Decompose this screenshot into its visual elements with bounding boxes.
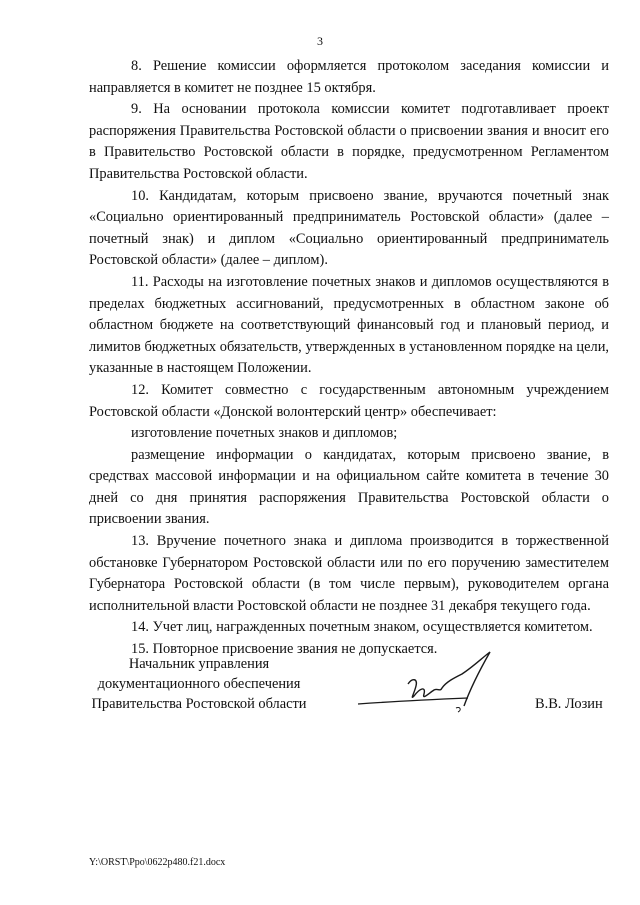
signatory-title-line-1: Начальник управления [128, 656, 270, 672]
page-number: 3 [317, 34, 323, 48]
file-path-footer: Y:\ORST\Ppo\0622p480.f21.docx [89, 857, 226, 868]
paragraph-12: 12. Комитет совместно с государственным автономным учреждением Ростовской области «Донской волонтерский центр» обеспечивает: [89, 381, 609, 420]
paragraph-9: 9. На основании протокола комиссии комитет подготавливает проект распоряжения Правительства Ростовской области о присвоении звания и вносит его в Правительство Ростовской области в порядке, предусмотренном Регламентом Правительства Ростовской области. [89, 101, 609, 182]
signatory-title-line-2: документационного обеспечения [97, 676, 301, 692]
signatory-name: В.В. Лозин [535, 696, 603, 712]
paragraph-14: 14. Учет лиц, награжденных почетным знаком, осуществляется комитетом. [131, 619, 593, 636]
paragraph-12-item-2: размещение информации о кандидатах, которым присвоено звание, в средствах массовой информации и на официальном сайте комитета в течение 30 дней со дня принятия распоряжения Правительства Ростовской области о присвоении звания. [89, 446, 609, 528]
document-body [89, 56, 609, 661]
signatory-title-line-3: Правительства Ростовской области [91, 696, 307, 712]
handwritten-signature [350, 648, 510, 718]
paragraph-13: 13. Вручение почетного знака и диплома производится в торжественной обстановке Губернатором Ростовской области или по его поручению заместителем Губернатора Ростовской области (в том числе первым), руководителем органа исполнительной власти Ростовской области не позднее 31 декабря текущего года. [89, 533, 609, 614]
paragraph-10: 10. Кандидатам, которым присвоено звание, вручаются почетный знак «Социально ориентированный предприниматель Ростовской области» (далее – почетный знак) и диплом «Социально ориентированный предприниматель Ростовской области» (далее – диплом). [89, 187, 609, 269]
paragraph-8: 8. Решение комиссии оформляется протоколом заседания комиссии и направляется в комитет не позднее 15 октября. [89, 58, 609, 96]
paragraph-12-item-1: изготовление почетных знаков и дипломов; [131, 425, 398, 442]
signatory-title [89, 654, 309, 714]
paragraph-11: 11. Расходы на изготовление почетных знаков и дипломов осуществляются в пределах бюджетных ассигнований, предусмотренных в областном законе об областном бюджете на соответствующий финансовый год и плановый период, и лимитов бюджетных обязательств, утвержденных в установленном порядке на цели, указанные в настоящем Положении. [89, 273, 609, 377]
paragraph-15: 15. Повторное присвоение звания не допускается. [131, 641, 438, 658]
